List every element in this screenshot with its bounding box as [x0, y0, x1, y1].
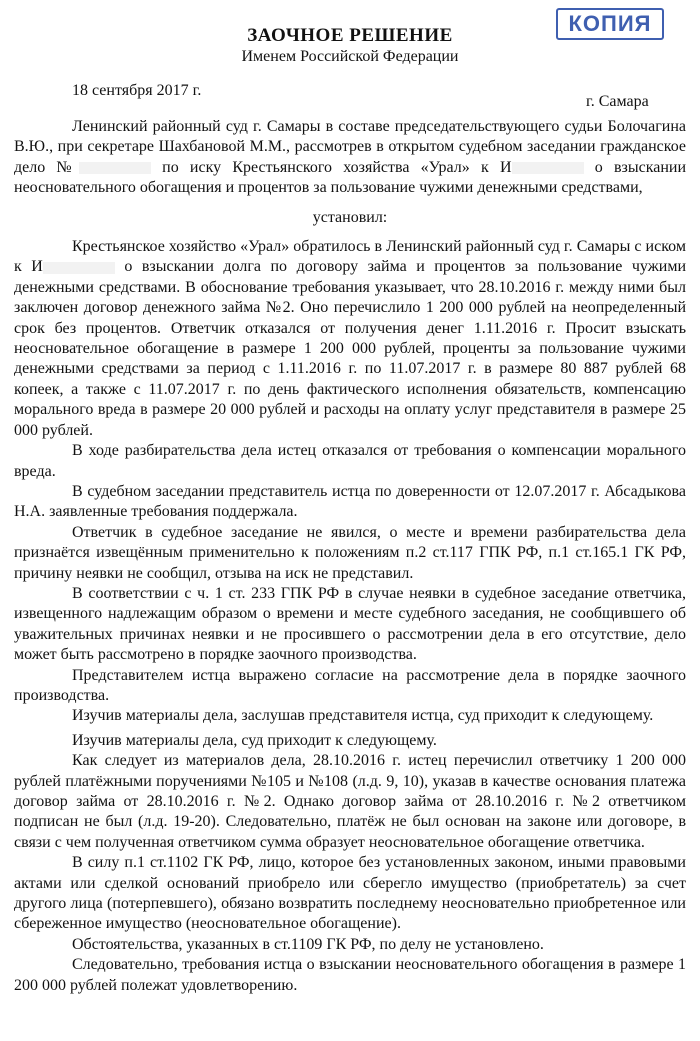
redacted-defendant-name	[512, 162, 584, 174]
redacted-case-number	[79, 162, 151, 174]
decision-city: г. Самара	[586, 93, 649, 110]
paragraph: Следовательно, требования истца о взыскании неосновательного обогащения в размере 1 200 000 рублей полежат удовлетворению.	[14, 956, 686, 994]
paragraph: Изучив материалы дела, заслушав представителя истца, суд приходит к следующему.	[72, 707, 654, 725]
paragraph: В силу п.1 ст.1102 ГК РФ, лицо, которое без установленных законом, иными правовыми актами или сделкой оснований приобрело или сберегло имущество (приобретатель) за счет другого лица (потерпевшего), обязано возвратить последнему неосновательно приобретенное или сбереженное имущество (неосновательное обогащение).	[14, 854, 686, 933]
paragraph: Обстоятельства, указанных в ст.1109 ГК РФ, по делу не установлено.	[72, 935, 544, 953]
paragraph: Ответчик в судебное заседание не явился, о месте и времени разбирательства дела признаётся извещённым применительно к положениям п.2 ст.117 ГПК РФ, п.1 ст.165.1 ГК РФ, причину неявки не сообщил, отзыва на иск не представил.	[14, 523, 686, 582]
paragraph: Представителем истца выражено согласие на рассмотрение дела в порядке заочного производства.	[14, 666, 686, 704]
decision-date: 18 сентября 2017 г.	[72, 82, 202, 99]
paragraph: В судебном заседании представитель истца по доверенности от 12.07.2017 г. Абсадыкова Н.А. заявленные требования поддержала.	[14, 482, 686, 521]
paragraph: Как следует из материалов дела, 28.10.2016 г. истец перечислил ответчику 1 200 000 рублей платёжными поручениями №105 и №108 (л.д. 9, 10), указав в качестве основания платежа договор займа от 28.10.2016 г. №2. Однако договор займа от 28.10.2016 г. №2 ответчиком подписан не был (л.д. 19-20). Следовательно, платёж не был основан на законе или договоре, в связи с чем полученная ответчиком сумма образует неосновательное обогащение ответчика.	[14, 752, 686, 851]
document-subtitle: Именем Российской Федерации	[241, 48, 459, 65]
established-heading: установил:	[312, 208, 388, 226]
copy-stamp: КОПИЯ	[556, 8, 664, 40]
document-title: ЗАОЧНОЕ РЕШЕНИЕ	[247, 25, 453, 46]
paragraph: В соответствии с ч. 1 ст. 233 ГПК РФ в случае неявки в судебное заседание ответчика, извещенного надлежащим образом о времени и месте судебного заседания, не сообщившего об уважительных причинах неявки и не просившего о рассмотрении дела в его отсутствие, дело может быть рассмотрено в порядке заочного производства.	[14, 584, 686, 664]
paragraph: Изучив материалы дела, суд приходит к следующему.	[72, 731, 437, 749]
intro-paragraph: Ленинский районный суд г. Самары в составе председательствующего судьи Болочагина В.Ю., при секретаре Шахбановой М.М., рассмотрев в открытом судебном заседании гражданское дело № по иску Крестьянского хозяйства «Урал» к И о взыскании неосновательного обогащения и процентов за пользование чужими денежными средствами,	[14, 118, 687, 197]
redacted-defendant-name	[43, 262, 115, 274]
paragraph: В ходе разбирательства дела истец отказался от требования о компенсации морального вреда.	[14, 442, 686, 480]
claim-paragraph: Крестьянское хозяйство «Урал» обратилось в Ленинский районный суд г. Самары с иском к И о взыскании долга по договору займа и процентов за пользование чужими денежными средствами. В обоснование требования указывает, что 28.10.2016 г. между ними был заключен договор денежного займа №2. Оно перечислило 1 200 000 рублей на неопределенный срок без процентов. Ответчик отказался от получения денег 1.11.2016 г. Просит взыскать неосновательное обогащение в размере 1 200 000 рублей, проценты за пользование чужими денежными средствами за период с 1.11.2016 г. по 11.07.2017 г. в размере 80 887 рублей 68 копеек, а также с 11.07.2017 г. по день фактического исполнения обязательств, компенсацию морального вреда в размере 20 000 рублей и расходы на оплату услуг представителя в размере 25 000 рублей.	[14, 238, 687, 439]
document-body	[14, 117, 686, 996]
